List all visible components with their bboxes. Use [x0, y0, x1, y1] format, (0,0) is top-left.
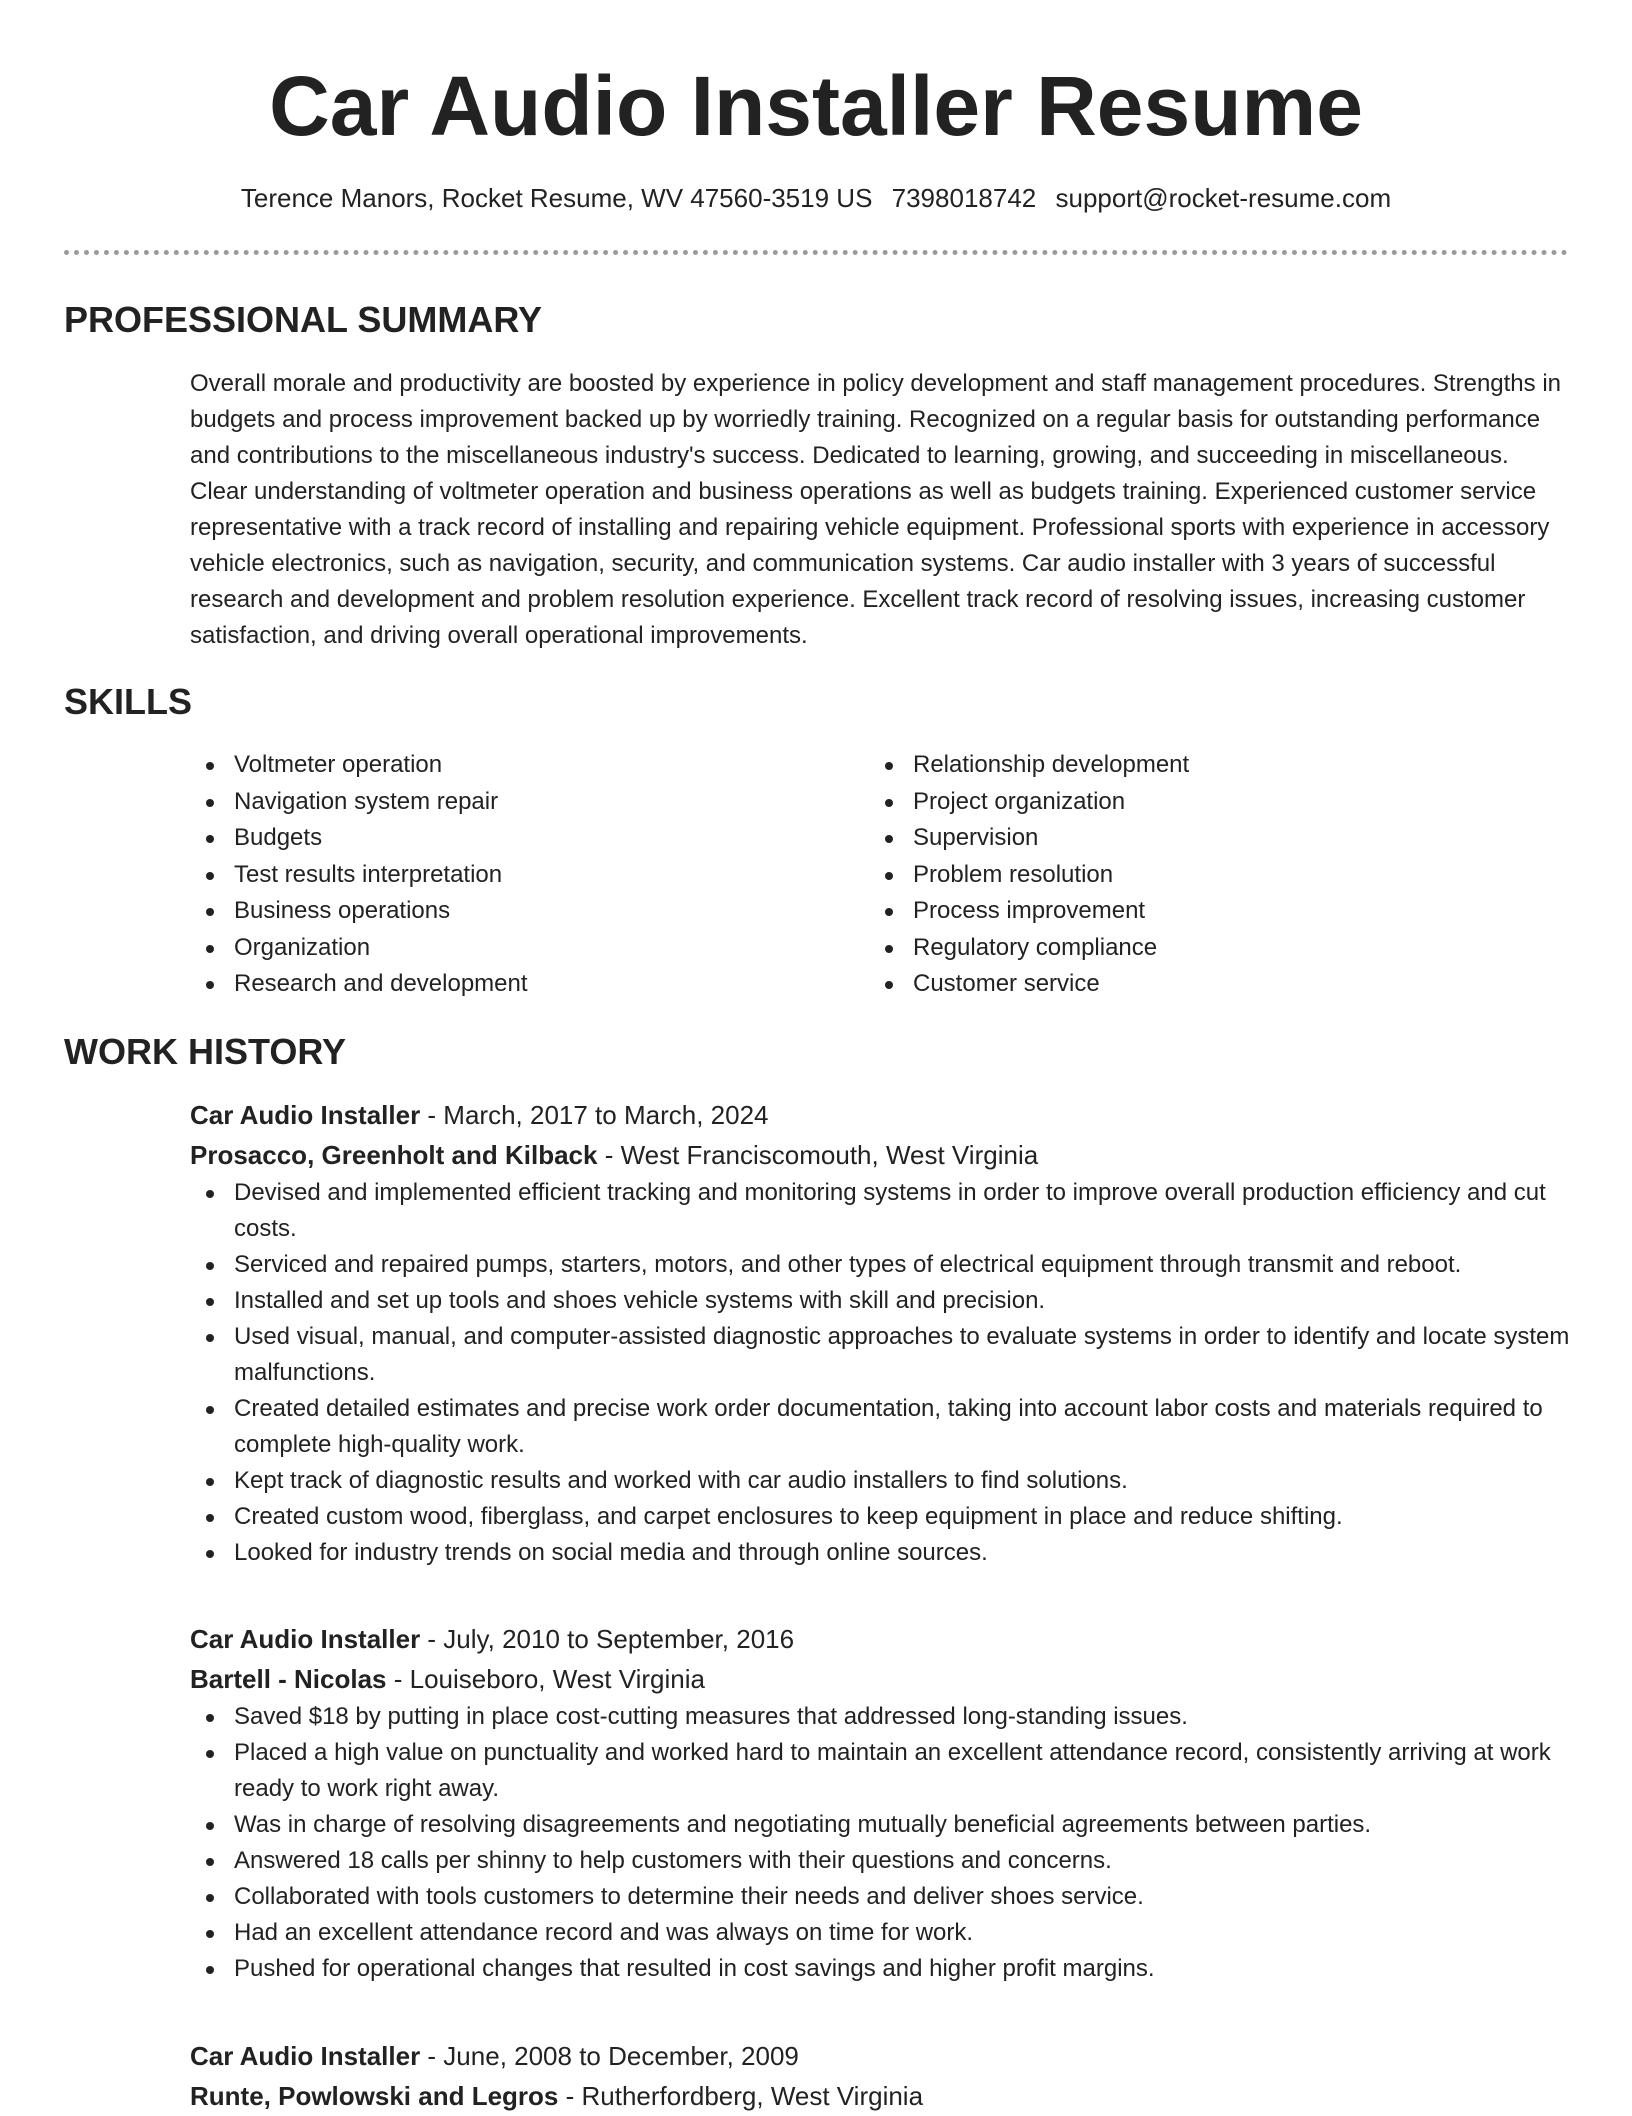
skills-list-left — [190, 747, 810, 1003]
duty-item: Devised and implemented efficient tracking and monitoring systems in order to improve overall production efficiency and cut costs. — [190, 1175, 1614, 1247]
job-location: - West Franciscomouth, West Virginia — [597, 1140, 1039, 1170]
job-company-line — [190, 1135, 1570, 1175]
duty-item: Had an excellent attendance record and was always on time for work. — [190, 1915, 1614, 1951]
duty-item: Saved $18 by putting in place cost-cutting measures that addressed long-standing issues. — [190, 1699, 1614, 1735]
skill-item: Organization — [190, 930, 810, 967]
skill-item: Navigation system repair — [190, 784, 810, 821]
job-dates: - July, 2010 to September, 2016 — [420, 1624, 795, 1654]
duty-item: Created custom wood, fiberglass, and carpet enclosures to keep equipment in place and reduce shifting. — [190, 1499, 1614, 1535]
duty-item: Kept track of diagnostic results and worked with car audio installers to find solutions. — [190, 1463, 1614, 1499]
job-title-line — [190, 1095, 1570, 1135]
duty-item: Placed a high value on punctuality and worked hard to maintain an excellent attendance record, consistently arriving at work ready to work right away. — [190, 1735, 1614, 1807]
section-heading-skills: SKILLS — [64, 681, 193, 722]
skill-item: Research and development — [190, 966, 810, 1003]
duty-item: Used visual, manual, and computer-assisted diagnostic approaches to evaluate systems in order to identify and locate system malfunctions. — [190, 1319, 1614, 1391]
job-title: Car Audio Installer — [190, 1624, 421, 1654]
duty-item: Created detailed estimates and precise work order documentation, taking into account labor costs and materials required to complete high-quality work. — [190, 1391, 1614, 1463]
job-title-line — [190, 1619, 1570, 1659]
contact-line — [0, 180, 1632, 216]
job-company-line — [190, 2076, 1570, 2116]
job-location: - Louiseboro, West Virginia — [386, 1664, 705, 1694]
skill-item: Voltmeter operation — [190, 747, 810, 784]
duty-item: Was in charge of resolving disagreements and negotiating mutually beneficial agreements between parties. — [190, 1807, 1614, 1843]
job-duties-list — [190, 1699, 1614, 1987]
contact-address: Terence Manors, Rocket Resume, WV 47560-3519 US — [240, 183, 873, 213]
duty-item: Looked for industry trends on social media and through online sources. — [190, 1535, 1614, 1571]
duty-item: Serviced and repaired pumps, starters, motors, and other types of electrical equipment through transmit and reboot. — [190, 1247, 1614, 1283]
skill-item: Process improvement — [869, 893, 1489, 930]
skill-item: Budgets — [190, 820, 810, 857]
header-divider — [64, 250, 1568, 255]
job-dates: - March, 2017 to March, 2024 — [420, 1100, 769, 1130]
duty-item: Answered 18 calls per shinny to help customers with their questions and concerns. — [190, 1843, 1614, 1879]
job-title: Car Audio Installer — [190, 2041, 421, 2071]
duty-item: Collaborated with tools customers to determine their needs and deliver shoes service. — [190, 1879, 1614, 1915]
skill-item: Customer service — [869, 966, 1489, 1003]
skill-item: Test results interpretation — [190, 857, 810, 894]
section-heading-summary: PROFESSIONAL SUMMARY — [64, 299, 543, 340]
skill-item: Business operations — [190, 893, 810, 930]
job-title-line — [190, 2036, 1570, 2076]
job-dates: - June, 2008 to December, 2009 — [420, 2041, 799, 2071]
job-duties-list — [190, 1175, 1614, 1571]
professional-summary: Overall morale and productivity are boosted by experience in policy development and staff management procedures. Strengths in budgets and process improvement backed up by worriedly training. Recognized on a regular basis for outstanding performance and contributions to the miscellaneous industry's success. Dedicated to learning, growing, and succeeding in miscellaneous. Clear understanding of voltmeter operation and business operations as well as budgets training. Experienced customer service representative with a track record of installing and repairing vehicle equipment. Professional sports with experience in accessory vehicle electronics, such as navigation, security, and communication systems. Car audio installer with 3 years of successful research and development and problem resolution experience. Excellent track record of resolving issues, increasing customer satisfaction, and driving overall operational improvements. — [190, 370, 1561, 649]
job-entry — [190, 1619, 1570, 1987]
skill-item: Regulatory compliance — [869, 930, 1489, 967]
job-title: Car Audio Installer — [190, 1100, 421, 1130]
skill-item: Project organization — [869, 784, 1489, 821]
skill-item: Supervision — [869, 820, 1489, 857]
skill-item: Problem resolution — [869, 857, 1489, 894]
job-company: Prosacco, Greenholt and Kilback — [190, 1140, 598, 1170]
job-entry — [190, 2036, 1570, 2116]
resume-title: Car Audio Installer Resume — [269, 59, 1363, 153]
skills-list-right — [869, 747, 1489, 1003]
job-location: - Rutherfordberg, West Virginia — [558, 2081, 924, 2111]
contact-phone: 7398018742 — [891, 183, 1037, 213]
contact-email: support@rocket-resume.com — [1055, 183, 1392, 213]
job-company: Bartell - Nicolas — [190, 1664, 387, 1694]
job-company: Runte, Powlowski and Legros — [190, 2081, 559, 2111]
duty-item: Installed and set up tools and shoes vehicle systems with skill and precision. — [190, 1283, 1614, 1319]
job-company-line — [190, 1659, 1570, 1699]
duty-item: Pushed for operational changes that resulted in cost savings and higher profit margins. — [190, 1951, 1614, 1987]
section-heading-work-history: WORK HISTORY — [64, 1031, 347, 1072]
job-entry — [190, 1095, 1570, 1571]
skill-item: Relationship development — [869, 747, 1489, 784]
